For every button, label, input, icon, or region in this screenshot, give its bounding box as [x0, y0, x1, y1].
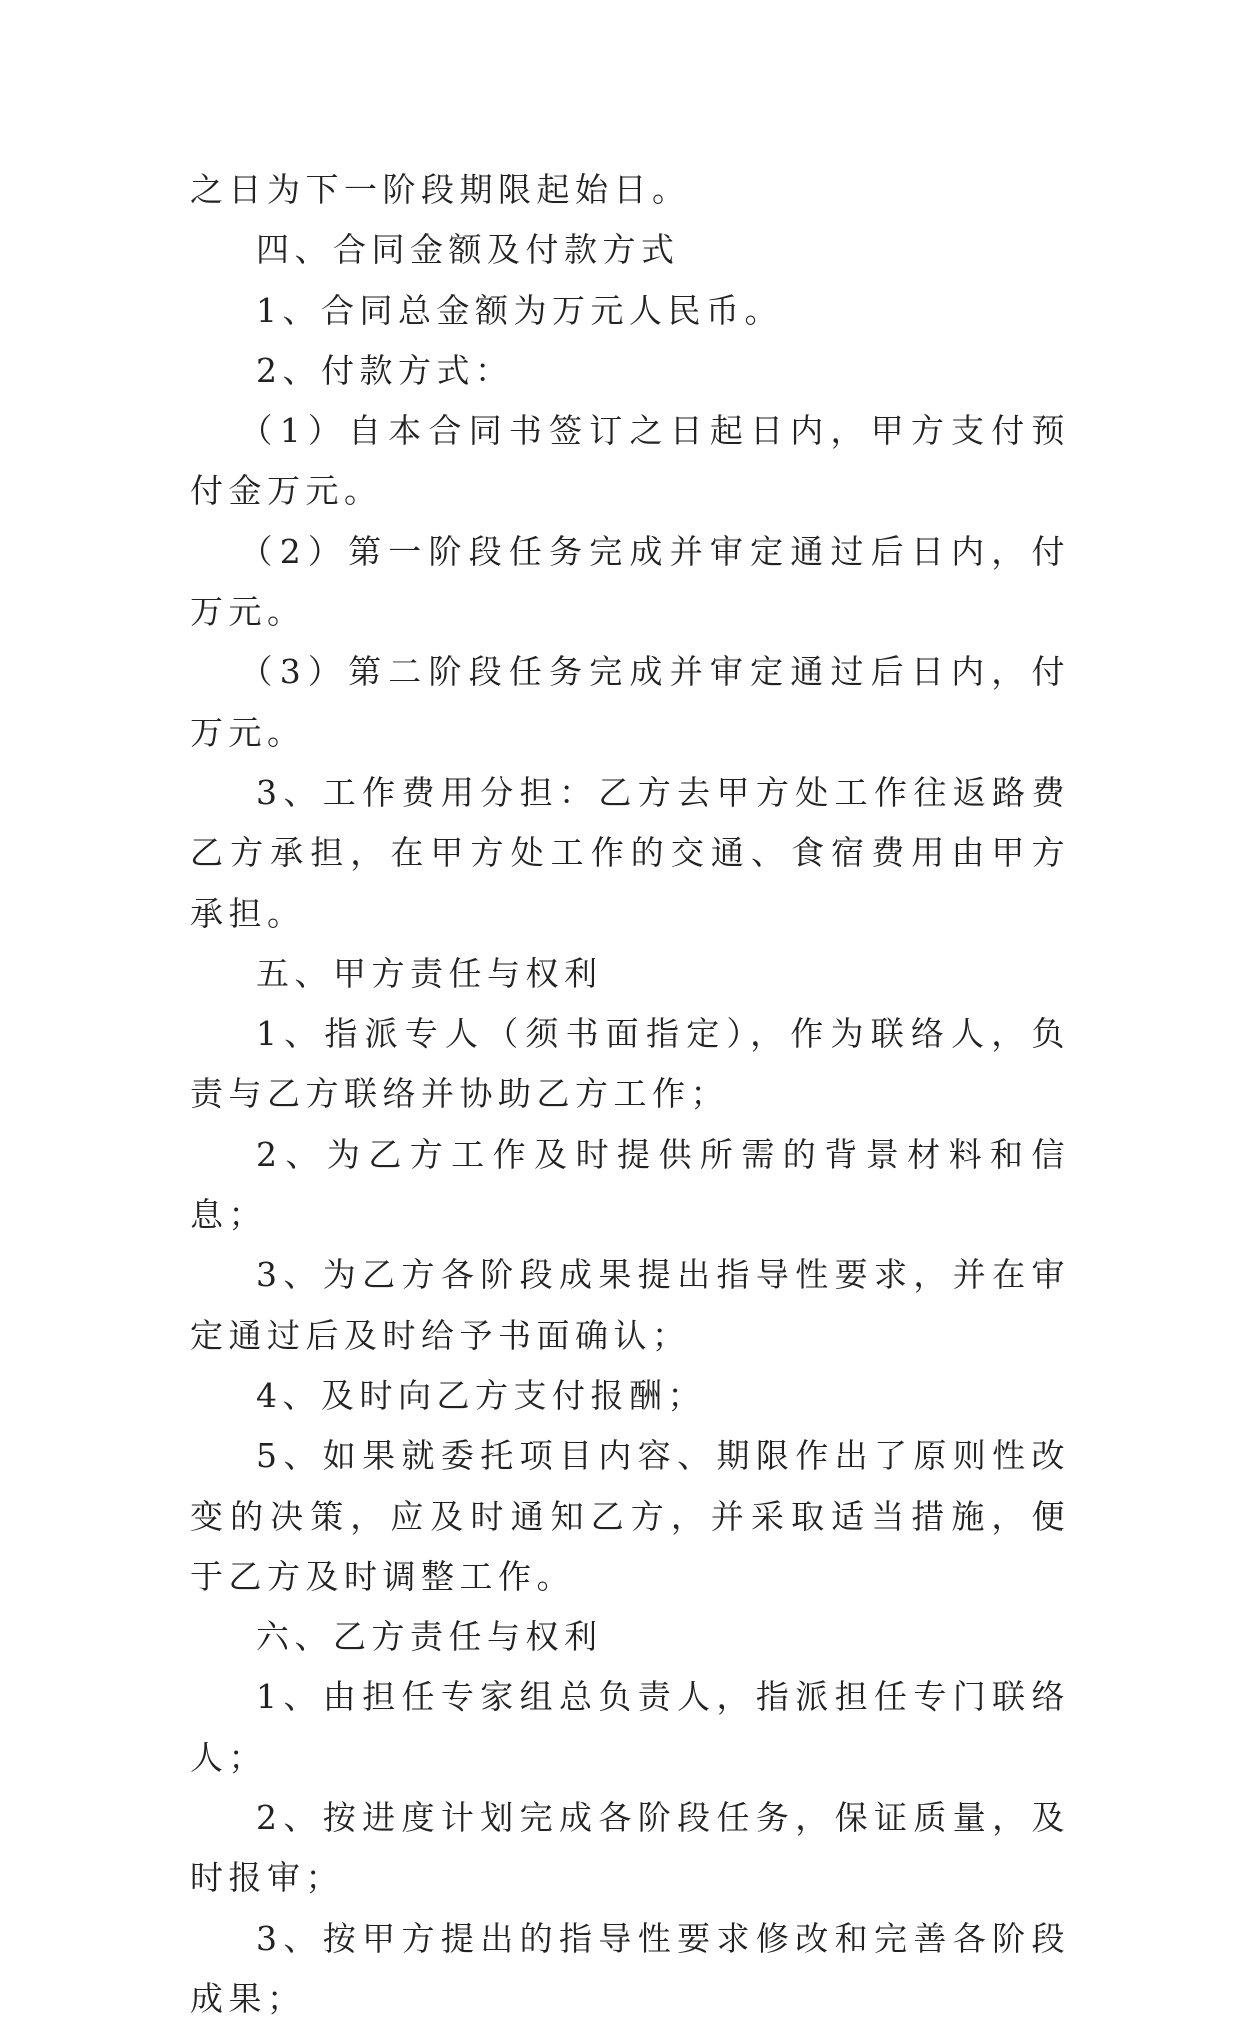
paragraph: 2、付款方式：: [256, 350, 514, 390]
paragraph: （3）第二阶段任务完成并审定通过后日内，付万元。: [190, 652, 1070, 752]
paragraph: 之日为下一阶段期限起始日。: [190, 170, 691, 209]
paragraph: 1、指派专人（须书面指定），作为联络人，负责与乙方联络并协助乙方工作；: [190, 1014, 1070, 1114]
paragraph: 5、如果就委托项目内容、期限作出了原则性改变的决策，应及时通知乙方，并采取适当措施，便于乙方及时调整工作。: [190, 1436, 1070, 1596]
section-heading: 五、甲方责任与权利: [256, 953, 603, 993]
paragraph: 3、为乙方各阶段成果提出指导性要求，并在审定通过后及时给予书面确认；: [190, 1255, 1070, 1355]
paragraph: 3、工作费用分担：乙方去甲方处工作往返路费乙方承担，在甲方处工作的交通、食宿费用由甲方承担。: [190, 772, 1070, 933]
paragraph: （2）第一阶段任务完成并审定通过后日内，付万元。: [190, 531, 1070, 632]
section-heading: 六、乙方责任与权利: [256, 1617, 603, 1657]
document-body: [190, 160, 1070, 2029]
paragraph: （1）自本合同书签订之日起日内，甲方支付预付金万元。: [190, 411, 1070, 511]
paragraph: 2、为乙方工作及时提供所需的背景材料和信息；: [190, 1134, 1070, 1235]
paragraph: 4、及时向乙方支付报酬；: [256, 1375, 706, 1415]
section-heading: 四、合同金额及付款方式: [256, 230, 680, 270]
paragraph: 1、由担任专家组总负责人，指派担任专门联络人；: [190, 1677, 1070, 1777]
paragraph: 2、按进度计划完成各阶段任务，保证质量，及时报审；: [190, 1798, 1070, 1898]
paragraph: 3、按甲方提出的指导性要求修改和完善各阶段成果；: [190, 1918, 1070, 2018]
paragraph: 1、合同总金额为万元人民币。: [256, 290, 783, 330]
